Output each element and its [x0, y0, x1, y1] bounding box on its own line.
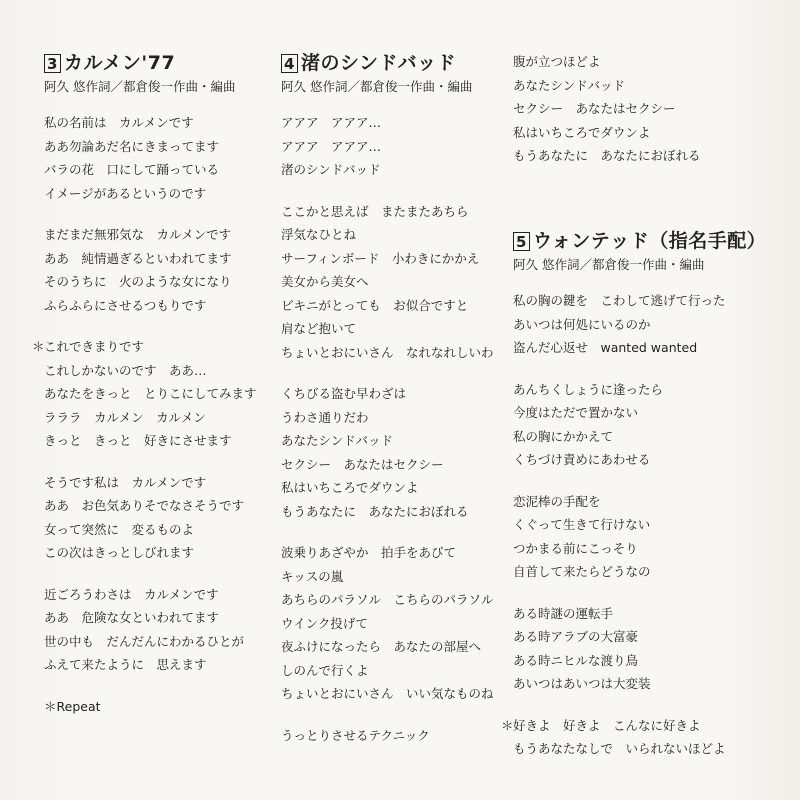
lyric-line: 好きよ 好きよ こんなに好きよ [513, 717, 701, 733]
lyric-line: 波乗りあざやか 拍手をあびて [281, 545, 457, 560]
lyric-line: この次はきっとしびれます [44, 545, 195, 560]
lyric-line: もうあなたなしで いられないほどよ [513, 741, 726, 756]
lyric-line: バラの花 口にして踊っている [44, 162, 220, 177]
song-credits: 阿久 悠作詞／都倉俊一作曲・編曲 [281, 79, 473, 94]
lyric-line: 世の中も だんだんにわかるひとが [44, 633, 245, 649]
lyric-line: くちづけ責めにあわせる [513, 452, 651, 467]
song-credits: 阿久 悠作詞／都倉俊一作曲・編曲 [513, 257, 705, 272]
lyric-line: あなたをきっと とりこにしてみます [44, 386, 257, 401]
lyric-line: そのうちに 火のような女になり [44, 274, 232, 289]
stanza [281, 111, 511, 182]
lyric-line: アアア アアア… [281, 115, 382, 130]
lyric-line: あなたシンドバッド [281, 433, 393, 448]
lyric-line: ふらふらにさせるつもりです [44, 297, 207, 313]
lyric-line: 近ごろうわさは カルメンです [44, 586, 219, 602]
song-5 [501, 228, 767, 761]
lyric-line: これできまりです [44, 339, 145, 354]
lyric-line: 私の胸の鍵を こわして逃げて行った [513, 293, 726, 308]
stanza [513, 289, 766, 360]
lyric-line: あんちくしょうに逢ったら [513, 381, 664, 397]
lyric-line: アアア アアア… [281, 138, 382, 154]
chorus-mark: ＊ [501, 717, 514, 733]
stanza [281, 724, 511, 748]
lyric-line-with-mark [501, 714, 766, 738]
lyric-line: ラララ カルメン カルメン [44, 409, 206, 425]
lyric-line: あなたシンドバッド [513, 77, 625, 93]
lyric-line: 浮気なひとね [281, 227, 357, 242]
stanza [281, 200, 511, 365]
track-number: 4 [281, 54, 298, 73]
lyric-line: まだまだ無邪気な カルメンです [44, 227, 232, 242]
stanza [44, 223, 274, 317]
chorus-mark: ＊ [32, 339, 45, 354]
lyric-line: 私の胸にかかえて [513, 428, 614, 444]
lyric-line: あいつはあいつは大変装 [513, 676, 651, 691]
song-title-text: 渚のシンドバッド [301, 52, 457, 74]
song-title [513, 228, 766, 254]
lyric-line: 渚のシンドバッド [281, 162, 381, 177]
lyric-line: ビキニがとっても お似合ですと [281, 297, 469, 313]
lyric-line: 自首して来たらどうなの [513, 564, 651, 579]
lyric-line: うっとりさせるテクニック [281, 727, 430, 743]
lyric-line: うわさ通りだわ [281, 409, 369, 425]
lyric-line: しのんで行くよ [281, 662, 369, 678]
lyric-line: あちらのパラソル こちらのパラソル [281, 592, 494, 607]
lyric-line: もうあなたに あなたにおぼれる [513, 148, 701, 163]
stanza [501, 714, 766, 761]
stanza [513, 602, 766, 696]
lyric-line: 肩など抱いて [281, 321, 357, 336]
lyric-line: 美女から美女へ [281, 274, 369, 289]
lyric-line: ある時アラブの大富豪 [513, 629, 639, 644]
stanza [513, 490, 766, 584]
lyric-line: ある時ニヒルな渡り鳥 [513, 652, 639, 668]
song-4-continuation [513, 50, 701, 168]
lyric-line: ああ 危険な女といわれてます [44, 610, 220, 625]
lyric-line: ああ勿論あだ名にきまってます [44, 138, 220, 154]
lyric-line: 恋泥棒の手配を [513, 493, 601, 509]
lyric-line: 私はいちころでダウンよ [513, 124, 651, 140]
stanza [281, 541, 511, 706]
stanza [32, 335, 274, 453]
column-1 [32, 50, 274, 719]
lyric-line: ちょいとおにいさん なれなれしいわ [281, 344, 494, 360]
lyric-line: つかまる前にこっそり [513, 540, 638, 556]
lyric-line: これしかないのです ああ… [44, 362, 207, 378]
lyric-line: ああ お色気ありそでなさそうです [44, 498, 245, 513]
lyric-line-with-mark [32, 335, 274, 359]
lyric-line: セクシー あなたはセクシー [281, 456, 444, 472]
lyric-line: 腹が立つほどよ [513, 54, 601, 69]
lyric-line: キッスの嵐 [281, 568, 344, 584]
lyric-line: ウインク投げて [281, 615, 368, 631]
lyric-line: ここかと思えば またまたあちら [281, 203, 469, 219]
lyric-line: ある時謎の運転手 [513, 605, 614, 621]
stanza [44, 471, 274, 565]
lyric-line: きっと きっと 好きにさせます [44, 433, 232, 448]
lyric-line: くちびる盗む早わざは [281, 386, 407, 401]
song-title-text: カルメン'77 [64, 52, 176, 74]
lyric-line: サーフィンボード 小わきにかかえ [281, 250, 480, 266]
lyric-line: あいつは何処にいるのか [513, 316, 651, 332]
stanza [44, 583, 274, 677]
song-title [44, 50, 274, 76]
song-title-text: ウォンテッド（指名手配） [533, 230, 767, 252]
song-title [281, 50, 511, 76]
lyric-line: ちょいとおにいさん いい気なものね [281, 686, 494, 701]
song-credits: 阿久 悠作詞／都倉俊一作曲・編曲 [44, 79, 236, 94]
lyric-line: 夜ふけになったら あなたの部屋へ [281, 639, 482, 654]
stanza [513, 378, 766, 472]
lyric-line: ああ 純情過ぎるといわれてます [44, 250, 232, 266]
lyric-line: ふえて来たように 思えます [44, 657, 207, 672]
lyric-line: くぐって生きて行けない [513, 517, 651, 532]
lyric-line: セクシー あなたはセクシー [513, 101, 676, 116]
track-number: 3 [44, 54, 61, 73]
column-2 [281, 50, 511, 747]
lyric-line: 女って突然に 変るものよ [44, 521, 195, 537]
lyric-line: イメージがあるというのです [44, 185, 207, 201]
repeat-note: ＊Repeat [44, 698, 101, 714]
lyric-line: もうあなたに あなたにおぼれる [281, 503, 469, 519]
lyric-line: 今度はただで置かない [513, 405, 639, 420]
stanza [281, 382, 511, 523]
stanza [44, 111, 274, 205]
lyric-line: そうです私は カルメンです [44, 474, 207, 490]
lyric-line: 私の名前は カルメンです [44, 115, 194, 130]
track-number: 5 [513, 232, 530, 251]
lyric-line: 盗んだ心返せ wanted wanted [513, 340, 698, 355]
lyric-line: 私はいちころでダウンよ [281, 480, 419, 495]
